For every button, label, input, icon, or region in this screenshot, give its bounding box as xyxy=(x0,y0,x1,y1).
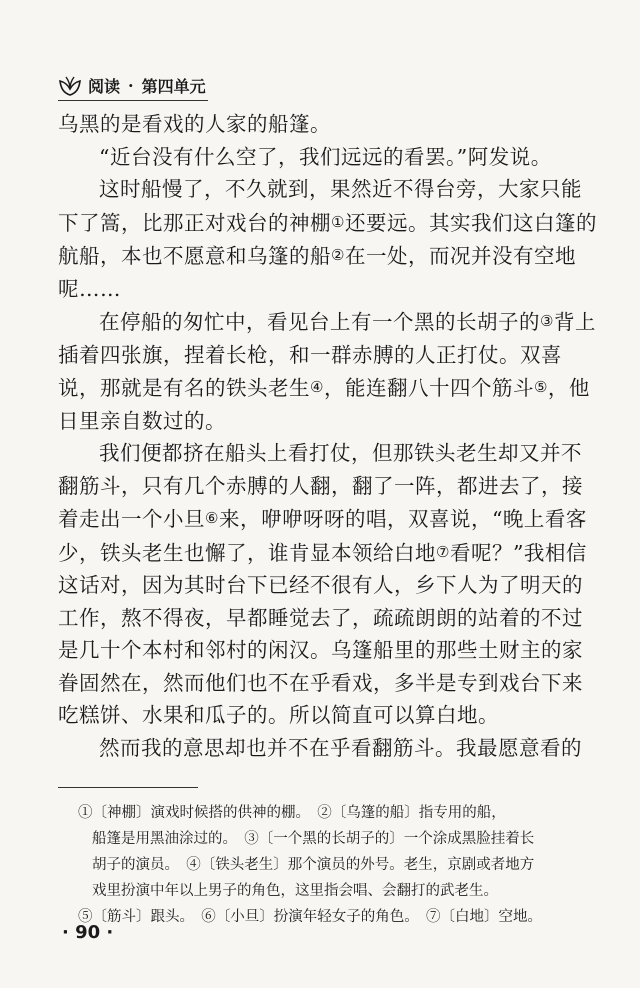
body-text xyxy=(58,108,598,764)
footnote-marker: ② xyxy=(331,246,345,264)
footnote-marker: ④ xyxy=(310,378,324,396)
paragraph xyxy=(58,108,598,141)
header-separator: · xyxy=(128,76,134,95)
paragraph-text: 来，咿咿呀呀的唱，双喜说，“晚上看客少，铁头老生也懈了，谁肯显本领给白地 xyxy=(58,507,587,565)
running-header xyxy=(58,74,206,97)
footnote-line: ⑤〔筋斗〕跟头。 ⑥〔小旦〕扮演年轻女子的角色。 ⑦〔白地〕空地。 xyxy=(78,909,542,925)
footnote-line: 戏里扮演中年以上男子的角色，这里指会唱、会翻打的武老生。 xyxy=(92,883,498,899)
footnote-marker: ③ xyxy=(540,312,554,330)
paragraph xyxy=(58,141,598,174)
footnote-rule xyxy=(58,787,198,788)
footnote-line: 胡子的演员。 ④〔铁头老生〕那个演员的外号。老生，京剧或者地方 xyxy=(92,857,535,873)
paragraph-text: 我们便都挤在船头上看打仗，但那铁头老生却又并不翻筋斗，只有几个赤膊的人翻，翻了一阵，都进去了，接着走出一个小旦 xyxy=(58,441,583,531)
page-number: · 90 · xyxy=(62,922,114,943)
footnote-line: 船篷是用黑油涂过的。 ③〔一个黑的长胡子的〕一个涂成黑脸挂着长 xyxy=(92,831,535,847)
paragraph xyxy=(58,732,598,765)
paragraph-text: 这时船慢了，不久就到，果然近不得台旁，大家只能下了篙，比那正对戏台的神棚 xyxy=(58,177,582,235)
paragraph-text: 看呢？”我相信这话对，因为其时台下已经不很有人，乡下人为了明天的工作，熬不得夜，早都睡觉去了，疏疏朗朗的站着的不过是几十个本村和邻村的闲汉。乌篷船里的那些土财主的家眷固然在，然而他们也不在乎看戏，多半是专到戏台下来吃糕饼、水果和瓜子的。所以简直可以算白地。 xyxy=(58,540,587,727)
paragraph-text: ，能连翻八十四个筋斗 xyxy=(323,376,534,400)
paragraph-text: 在一处，而况并没有空地呢…… xyxy=(58,244,576,301)
paragraph xyxy=(58,305,598,437)
header-rule xyxy=(58,100,208,101)
paragraph-text: 然而我的意思却也并不在乎看翻筋斗。我最愿意看的 xyxy=(99,735,582,760)
paragraph-text: 在停船的匆忙中，看见台上有一个黑的长胡子的 xyxy=(99,310,540,334)
footnote-marker: ① xyxy=(331,212,345,231)
paragraph xyxy=(58,437,598,732)
paragraph-text: ，他日里亲自数过的。 xyxy=(58,376,590,433)
paragraph-text: 还要远。其实我们这白篷的航船，本也不愿意和乌篷的船 xyxy=(58,210,597,268)
paragraph-text: 乌黑的是看戏的人家的船篷。 xyxy=(58,112,331,136)
footnote-marker: ⑦ xyxy=(436,542,450,561)
paragraph xyxy=(58,173,598,305)
footnote-line: ①〔神棚〕演戏时候搭的供神的棚。 ②〔乌篷的船〕指专用的船， xyxy=(78,805,506,821)
footnotes xyxy=(78,800,598,930)
section-title: 阅读 xyxy=(88,77,121,96)
unit-label: 第四单元 xyxy=(141,77,206,96)
paragraph-text: “近台没有什么空了，我们远远的看罢。”阿发说。 xyxy=(99,144,552,169)
footnote-marker: ⑤ xyxy=(533,378,548,396)
paragraph-text: 背上插着四张旗，捏着长枪，和一群赤膊的人正打仗。双喜说，那就是有名的铁头老生 xyxy=(58,310,596,400)
book-logo-icon xyxy=(58,75,82,97)
footnote-marker: ⑥ xyxy=(205,509,219,527)
